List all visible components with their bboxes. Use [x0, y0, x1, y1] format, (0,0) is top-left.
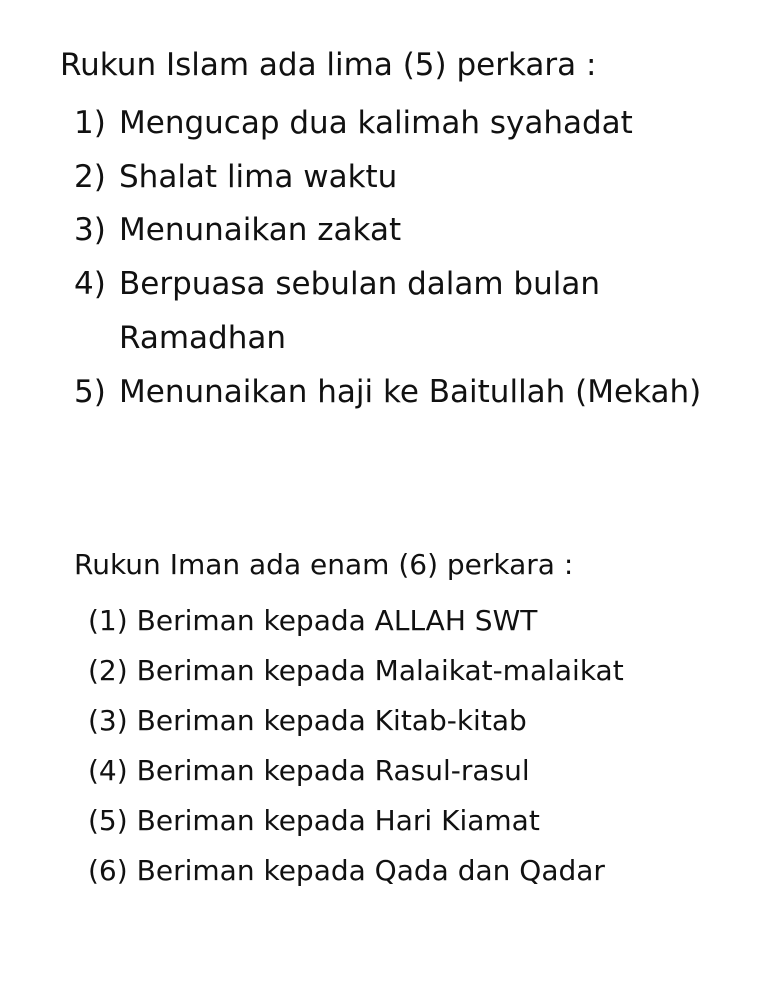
item-text: Beriman kepada ALLAH SWT: [136, 604, 538, 637]
list-item: [74, 374, 702, 410]
list-item: [74, 266, 600, 302]
list-item: [88, 704, 527, 737]
list-item: [74, 159, 398, 195]
item-text: Beriman kepada Qada dan Qadar: [136, 854, 605, 887]
list-item: [88, 804, 540, 837]
item-number: (2): [88, 654, 128, 687]
list-item: [88, 604, 538, 637]
item-text: Shalat lima waktu: [119, 159, 398, 195]
item-number: (5): [88, 804, 128, 837]
item-text: Mengucap dua kalimah syahadat: [119, 105, 633, 141]
item-text: Beriman kepada Hari Kiamat: [136, 804, 540, 837]
item-number: 4): [74, 266, 106, 302]
item-number: (4): [88, 754, 128, 787]
item-number: 3): [74, 212, 106, 248]
list-item: [74, 105, 633, 141]
rukun-islam-title: Rukun Islam ada lima (5) perkara :: [60, 47, 597, 83]
list-item: [88, 654, 624, 687]
item-text: Beriman kepada Kitab-kitab: [136, 704, 527, 737]
list-item: [88, 754, 530, 787]
rukun-iman-title: Rukun Iman ada enam (6) perkara :: [74, 548, 574, 581]
list-item: [74, 212, 402, 248]
item-number: (6): [88, 854, 128, 887]
list-item: [88, 854, 605, 887]
item-text: Menunaikan haji ke Baitullah (Mekah): [119, 374, 702, 410]
list-item-continuation: [74, 320, 287, 356]
item-text: Berpuasa sebulan dalam bulan: [119, 266, 600, 302]
item-text: Beriman kepada Rasul-rasul: [136, 754, 530, 787]
item-number: 5): [74, 374, 106, 410]
item-number: (1): [88, 604, 128, 637]
item-number: (3): [88, 704, 128, 737]
item-text-continuation: Ramadhan: [119, 320, 287, 356]
item-text: Menunaikan zakat: [119, 212, 402, 248]
item-number: 1): [74, 105, 106, 141]
item-number: 2): [74, 159, 106, 195]
item-text: Beriman kepada Malaikat-malaikat: [136, 654, 624, 687]
